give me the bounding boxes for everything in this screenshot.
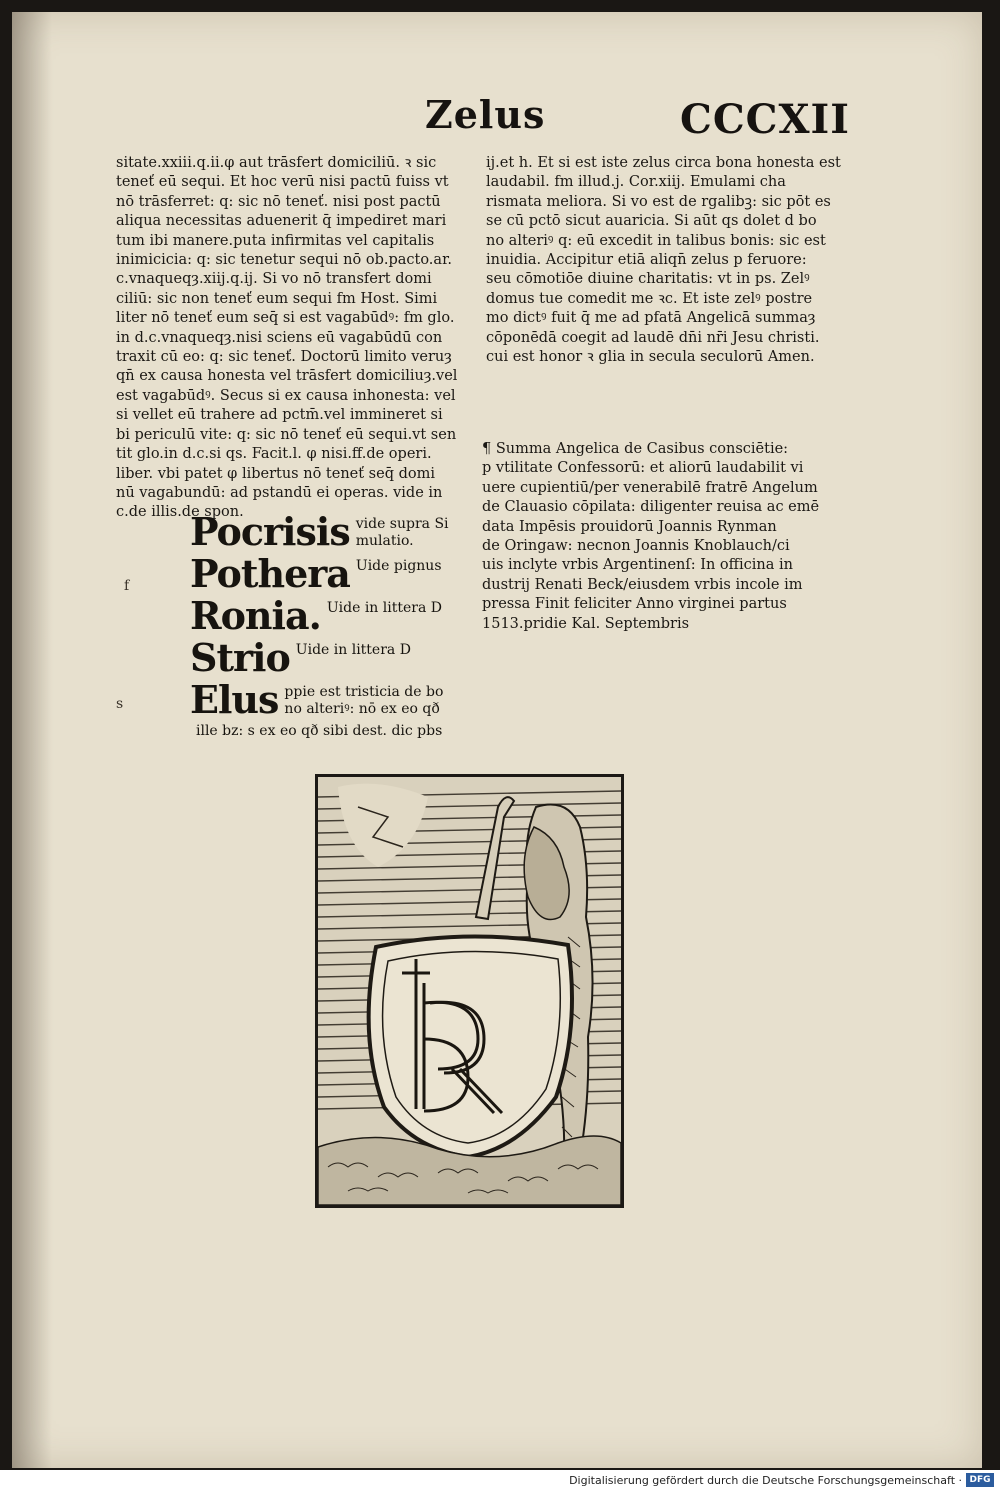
text-line: qn̄ ex causa honesta vel trāsfert domiciliuȝ.vel [116, 368, 458, 385]
running-head: Zelus [425, 92, 546, 137]
ref-line: mulatio. [355, 533, 414, 549]
entry-ref [284, 684, 443, 718]
text-line: ciliū: sic non teneť eum sequi fm Host. Simi [116, 290, 438, 307]
book-page [12, 12, 982, 1468]
footer-bar [0, 1470, 1000, 1492]
text-line: tit glo.in d.c.si qs. Facit.l. φ nisi.ff.de operi. [116, 446, 432, 463]
printers-device-woodcut [315, 774, 624, 1208]
entry-head: Pocrisis [190, 509, 350, 554]
ref-line: vide supra Si [355, 516, 449, 532]
text-line: c.de illis.de spon. [116, 504, 244, 521]
text-line: traxit cū eo: q: sic teneť. Doctorū limito veruȝ [116, 349, 452, 366]
entry-pocrisis [190, 509, 449, 554]
colophon-line: ¶ Summa Angelica de Casibus consciētie: [482, 441, 789, 457]
text-line: no alteriꝰ q: eū excedit in talibus bonis: sic est [486, 232, 826, 249]
colophon-line: dustrij Renati Beck/eiusdem vrbis incole im [482, 576, 803, 593]
text-line: mo dictꝰ fuit q̄ me ad pfatā Angelicā summaȝ [486, 310, 816, 327]
entry-head: Elus [190, 677, 279, 722]
ref-line: no alteriꝰ: nō ex eo qð [284, 701, 440, 717]
entry-ref: Uide in littera D [295, 642, 411, 658]
entry-ref: Uide in littera D [326, 600, 442, 616]
text-line: nū vagabundū: ad pstandū ei operas. vide in [116, 484, 443, 501]
text-line: bi periculū vite: q: sic nō teneť eū sequi.vt sen [116, 426, 457, 443]
text-line: laudabil. fm illud.j. Cor.xiij. Emulami cha [486, 174, 786, 191]
lemma-entries [190, 509, 449, 740]
colophon [482, 440, 819, 634]
text-line: sitate.xxiii.q.ii.φ aut trāsfert domiciliū. ꝛ sic [116, 155, 437, 171]
colophon-line: 1513.pridie Kal. Septembris [482, 615, 690, 632]
colophon-line: de Clauasio cōpilata: diligenter reuisa ac emē [482, 499, 820, 516]
colophon-line: uere cupientiū/per venerabilē fratrē Angelum [482, 479, 818, 496]
text-line: aliqua necessitas aduenerit q̄ impediret mari [116, 213, 447, 230]
text-line: teneť eū sequi. Et hoc verū nisi pactū fuiss vt [116, 174, 449, 191]
text-line: rismata meliora. Si vo est de rgalibꝫ: sic pōt es [486, 193, 831, 210]
entry-strio [190, 635, 449, 680]
text-line: se cū pctō sicut auaricia. Si aūt qs dolet d bo [486, 213, 817, 230]
colophon-line: pressa Finit feliciter Anno virginei partus [482, 596, 787, 613]
ref-line: ppie est tristicia de bo [284, 684, 444, 700]
entry-ref [356, 516, 449, 550]
text-line: ij.et h. Et si est iste zelus circa bona honesta est [486, 155, 841, 171]
entry-head: Strio [190, 635, 290, 680]
funding-notice: Digitalisierung gefördert durch die Deutsche Forschungsgemeinschaft · [569, 1474, 962, 1487]
left-column [116, 154, 457, 523]
entry-head: Ronia. [190, 593, 321, 638]
entry-ronia [190, 593, 449, 638]
text-line: liter nō teneť eum seq̄ si est vagabūdꝰ: fm glo. [116, 310, 455, 327]
page-gutter-shadow [12, 12, 52, 1468]
folio-number: CCCXII [680, 96, 850, 143]
text-line: domus tue comedit me ꝛc. Et iste zelꝰ postre [486, 290, 813, 307]
text-line: inuidia. Accipitur etiā aliqn̄ zelus p feruore: [486, 252, 807, 269]
entry-head: Pothera [190, 551, 350, 596]
text-line: in d.c.vnaqueqȝ.nisi sciens eū vagabūdū con [116, 329, 443, 346]
colophon-line: uis inclyte vrbis Argentinenſ: In officina in [482, 557, 793, 574]
woodcut-illustration [318, 777, 621, 1205]
text-line: cōponēdā coegit ad laudē dn̄i nr̄i Jesu christi. [486, 329, 820, 346]
text-line: liber. vbi patet φ libertus nō teneť seq̄ domi [116, 465, 435, 482]
text-line: nō trāsferret: q: sic nō teneť. nisi post pactū [116, 193, 441, 210]
text-line: est vagabūdꝰ. Secus si ex causa inhonesta: vel [116, 387, 456, 404]
right-column [486, 154, 841, 367]
margin-mark: f [124, 578, 130, 594]
entry-elus [190, 677, 449, 722]
text-line: si vellet eū trahere ad pctm̄.vel immineret si [116, 407, 443, 424]
text-line: cui est honor ꝛ glia in secula seculorū Amen. [486, 349, 815, 366]
dfg-logo-icon: DFG [966, 1473, 994, 1487]
colophon-line: p vtilitate Confessorū: et aliorū laudabilit vi [482, 460, 804, 477]
text-line: seu cōmotiōe diuine charitatis: vt in ps. Zelꝰ [486, 271, 810, 288]
colophon-line: data Impēsis prouidorū Joannis Rynman [482, 518, 777, 535]
entry-tail: ille bz: s ex eo qð sibi dest. dic pbs [196, 723, 443, 739]
margin-mark: s [116, 696, 124, 712]
entry-pothera [190, 551, 449, 596]
text-line: tum ibi manere.puta infirmitas vel capitalis [116, 232, 435, 249]
entry-ref: Uide pignus [355, 558, 442, 574]
colophon-line: de Oringaw: necnon Joannis Knoblauch/ci [482, 538, 790, 555]
text-line: c.vnaqueqȝ.xiij.q.ij. Si vo nō transfert domi [116, 271, 432, 288]
text-line: inimicicia: q: sic tenetur sequi nō ob.pacto.ar. [116, 252, 453, 269]
